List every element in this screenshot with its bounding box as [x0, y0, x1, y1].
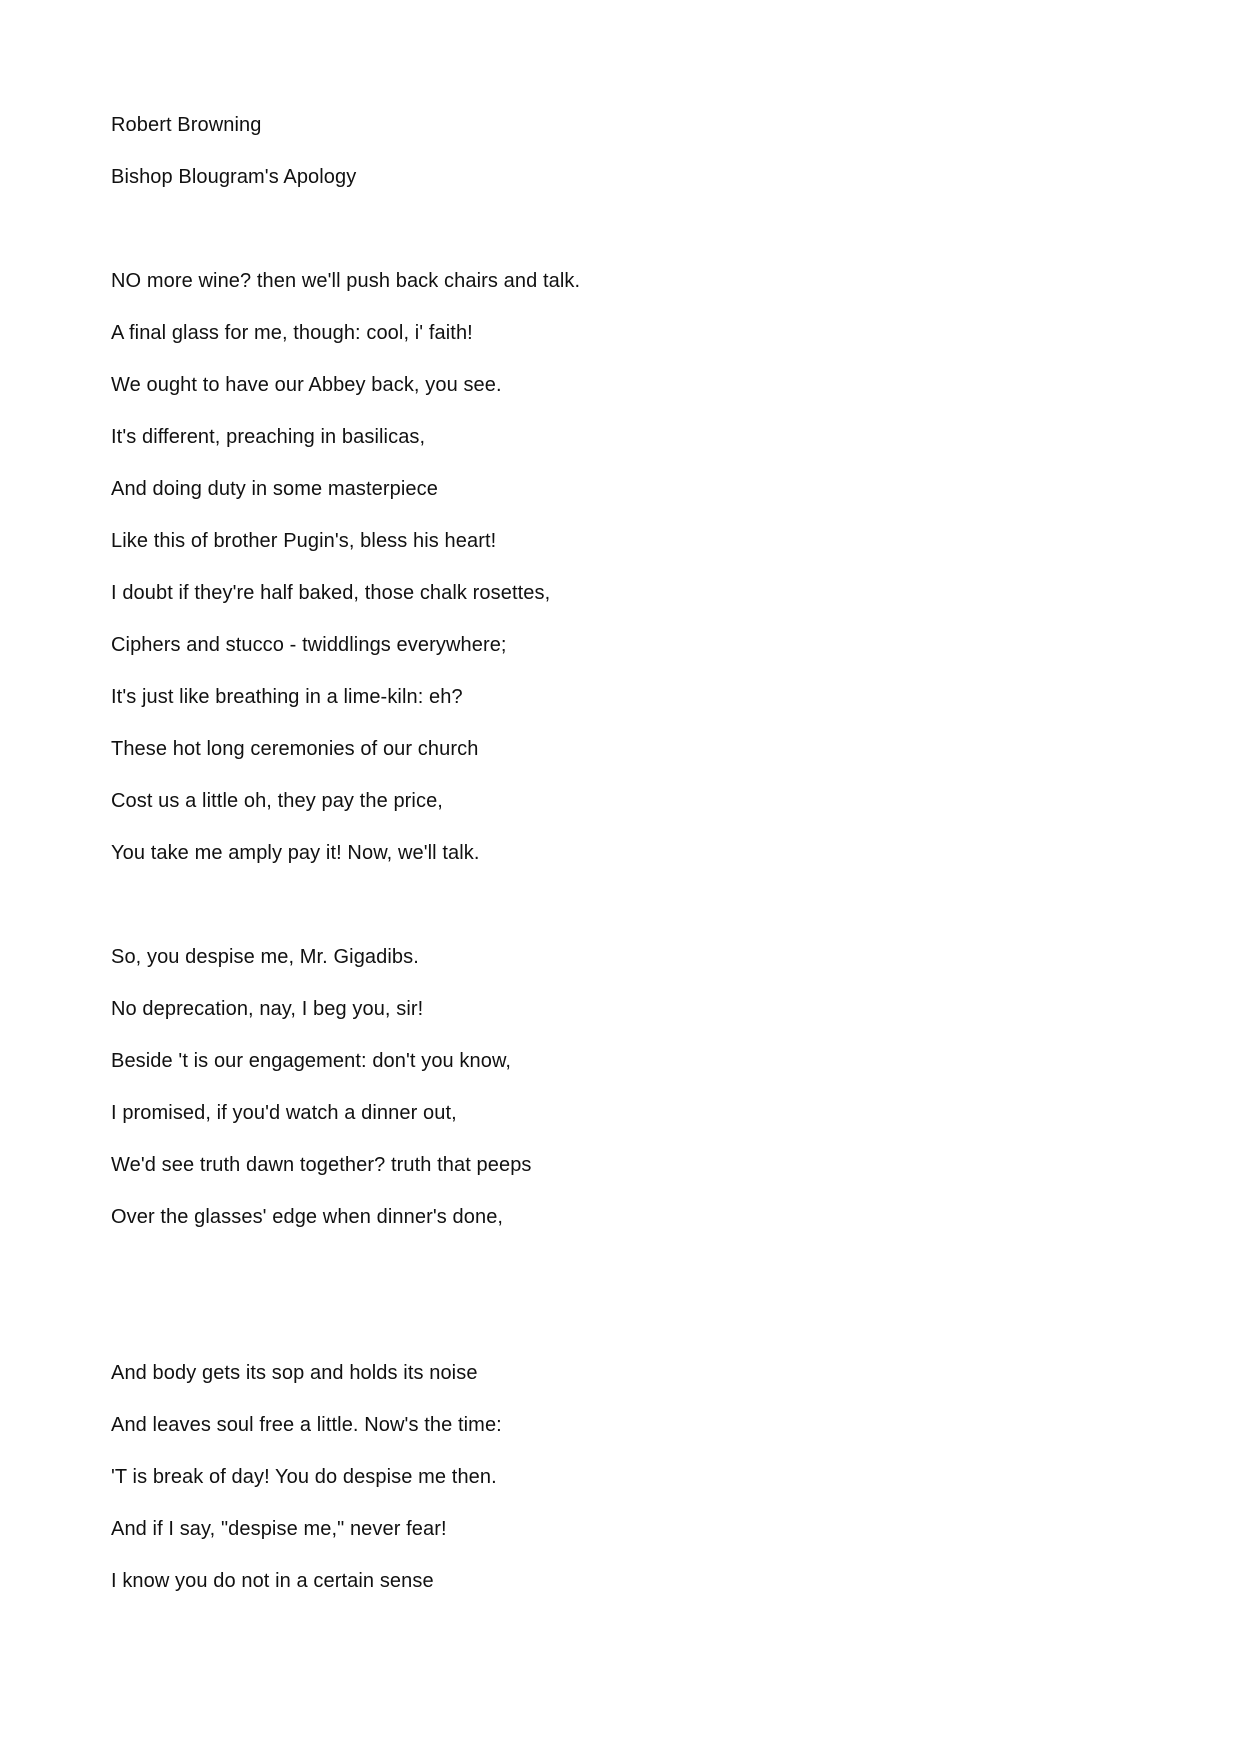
poem-line: Like this of brother Pugin's, bless his heart!	[111, 530, 497, 552]
poem-line: You take me amply pay it! Now, we'll talk.	[111, 842, 480, 864]
poem-line: It's different, preaching in basilicas,	[111, 426, 426, 448]
poem-title: Bishop Blougram's Apology	[111, 166, 357, 188]
poem-line: Beside 't is our engagement: don't you know,	[111, 1050, 512, 1072]
poem-line: Over the glasses' edge when dinner's done,	[111, 1206, 504, 1228]
poem-line: NO more wine? then we'll push back chairs and talk.	[111, 270, 581, 292]
author-line: Robert Browning	[111, 114, 262, 136]
poem-line: I promised, if you'd watch a dinner out,	[111, 1102, 457, 1124]
poem-line: We ought to have our Abbey back, you see.	[111, 374, 502, 396]
poem-line: And if I say, "despise me," never fear!	[111, 1518, 447, 1540]
poem-line: Ciphers and stucco - twiddlings everywhere;	[111, 634, 507, 656]
poem-line: And doing duty in some masterpiece	[111, 478, 438, 500]
poem-line: No deprecation, nay, I beg you, sir!	[111, 998, 424, 1020]
poem-line: And body gets its sop and holds its noise	[111, 1362, 478, 1384]
poem-line: I know you do not in a certain sense	[111, 1570, 434, 1592]
poem-line: It's just like breathing in a lime-kiln: eh?	[111, 686, 463, 708]
poem-line: I doubt if they're half baked, those chalk rosettes,	[111, 582, 551, 604]
poem-line: And leaves soul free a little. Now's the time:	[111, 1414, 502, 1436]
poem-line: These hot long ceremonies of our church	[111, 738, 479, 760]
poem-line: Cost us a little oh, they pay the price,	[111, 790, 443, 812]
poem-line: A final glass for me, though: cool, i' faith!	[111, 322, 473, 344]
poem-line: We'd see truth dawn together? truth that peeps	[111, 1154, 532, 1176]
poem-line: So, you despise me, Mr. Gigadibs.	[111, 946, 419, 968]
poem-line: 'T is break of day! You do despise me then.	[111, 1466, 497, 1488]
